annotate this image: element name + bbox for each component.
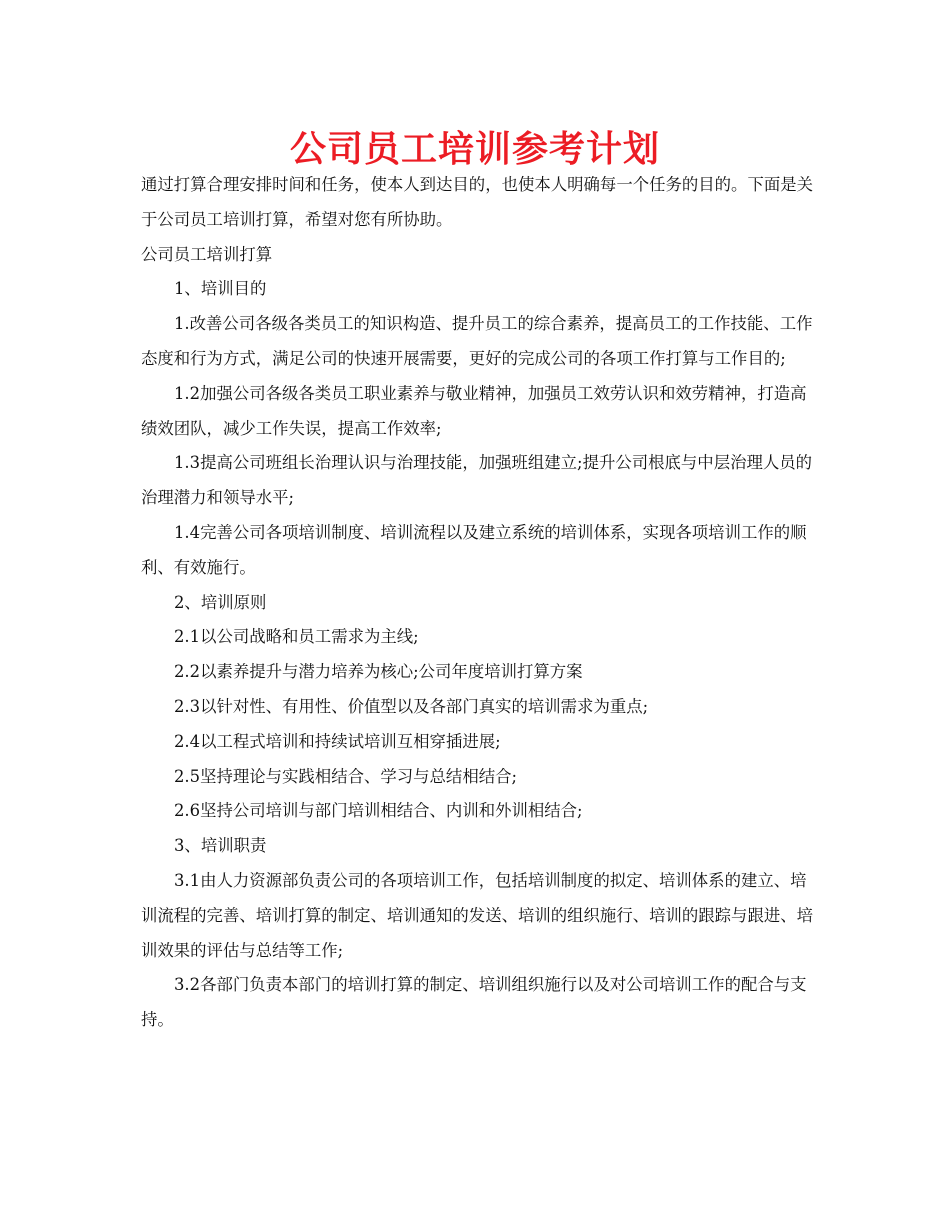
document-paragraph: 1.2加强公司各级各类员工职业素养与敬业精神，加强员工效劳认识和效劳精神，打造高绩效团队，减少工作失误，提高工作效率; [141,383,807,438]
document-paragraph: 2.2以素养提升与潜力培养为核心;公司年度培训打算方案 [174,662,583,682]
document-paragraph: 2.3以针对性、有用性、价值型以及各部门真实的培训需求为重点; [174,696,649,716]
document-body [141,168,813,1038]
document-paragraph: 3.1由人力资源部负责公司的各项培训工作，包括培训制度的拟定、培训体系的建立、培训流程的完善、培训打算的制定、培训通知的发送、培训的组织施行、培训的跟踪与跟进、培训效果的评估与总结等工作; [141,870,814,960]
document-paragraph: 2.1以公司战略和员工需求为主线; [174,627,419,647]
document-paragraph: 3、培训职责 [174,836,267,856]
document-paragraph: 2.5坚持理论与实践相结合、学习与总结相结合; [174,766,518,786]
document-paragraph: 1、培训目的 [174,279,267,299]
document-paragraph: 2.4以工程式培训和持续试培训互相穿插进展; [174,731,501,751]
document-paragraph: 2.6坚持公司培训与部门培训相结合、内训和外训相结合; [174,801,583,821]
document-paragraph: 1.改善公司各级各类员工的知识构造、提升员工的综合素养，提高员工的工作技能、工作态度和行为方式，满足公司的快速开展需要，更好的完成公司的各项工作打算与工作目的; [141,314,813,368]
document-paragraph: 1.4完善公司各项培训制度、培训流程以及建立系统的培训体系，实现各项培训工作的顺利、有效施行。 [141,522,807,577]
document-paragraph: 公司员工培训打算 [141,244,273,264]
document-paragraph: 1.3提高公司班组长治理认识与治理技能，加强班组建立;提升公司根底与中层治理人员的治理潜力和领导水平; [141,453,813,508]
document-paragraph: 3.2各部门负责本部门的培训打算的制定、培训组织施行以及对公司培训工作的配合与支持。 [141,975,807,1030]
document-paragraph: 通过打算合理安排时间和任务，使本人到达目的，也使本人明确每一个任务的目的。下面是关于公司员工培训打算，希望对您有所协助。 [141,175,814,229]
document-title: 公司员工培训参考计划 [289,129,660,170]
document-paragraph: 2、培训原则 [174,592,267,612]
